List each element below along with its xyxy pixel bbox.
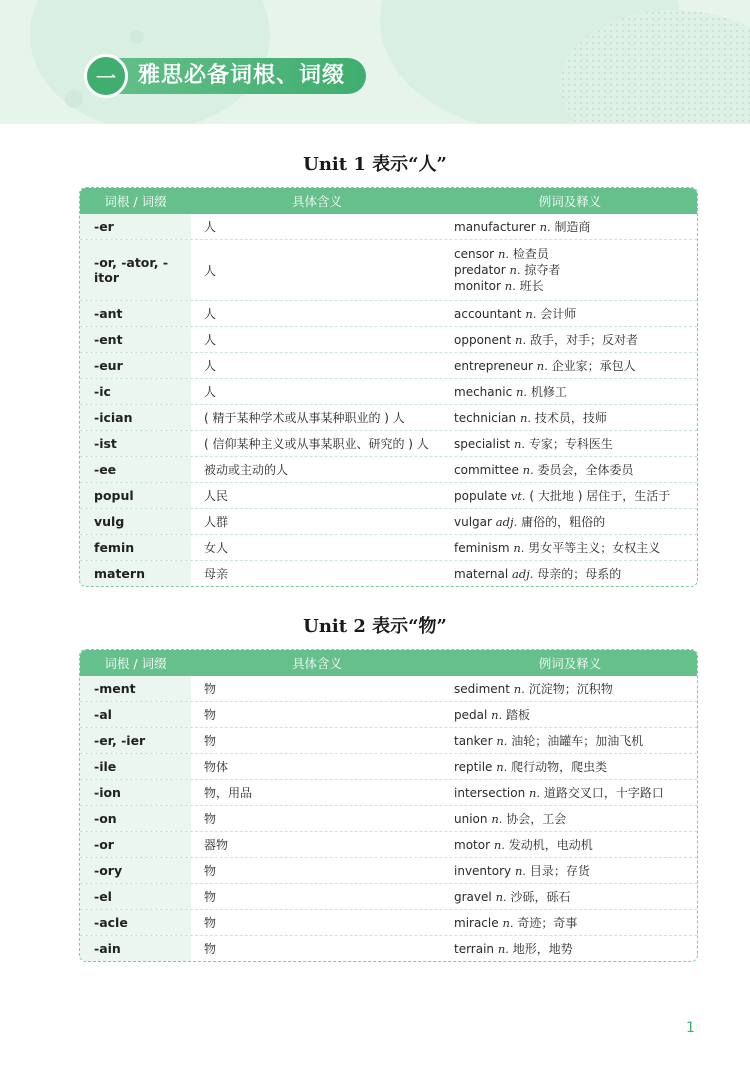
example-word: opponent [454,333,512,347]
example-definition: 目录；存货 [529,864,590,878]
example-definition: 检查员 [512,247,549,261]
example-line [454,278,560,294]
example-line [454,810,566,827]
example-line [454,487,670,504]
example-definition: 庸俗的，粗俗的 [521,515,606,529]
example-word: mechanic [454,385,513,399]
unit-2-title: Unit 2 表示“物” [303,616,447,637]
table-row [80,378,697,404]
example-line [454,914,577,931]
root-cell: -or, -ator, -itor [80,240,191,300]
example-line [454,357,636,374]
meaning-cell: 人 [204,359,217,373]
example-definition: 道路交叉口，十字路口 [543,786,664,800]
example-line [454,218,590,235]
table-row [80,482,697,508]
part-of-speech: n. [493,838,505,852]
root-cell: -ist [80,431,191,456]
decor-dot [65,90,83,108]
example-definition: 沉淀物；沉积物 [528,682,613,696]
example-line [454,680,613,697]
part-of-speech: n. [497,247,510,261]
header-meaning: 具体含义 [291,194,342,209]
root-cell: -al [80,702,191,727]
table-row [80,214,697,239]
root-cell: -ain [80,936,191,961]
example-line [454,331,638,348]
example-word: maternal [454,567,509,581]
example-definition: 企业家；承包人 [551,359,636,373]
example-word: terrain [454,942,495,956]
root-cell: matern [80,561,191,586]
header-root: 词根 / 词缀 [104,194,167,209]
root-cell: -ician [80,405,191,430]
meaning-cell: 物 [204,708,217,722]
table-row [80,534,697,560]
table-row [80,326,697,352]
example-definition: 专家；专科医生 [528,437,613,451]
example-word: monitor [454,279,501,293]
page-number: 1 [686,1020,695,1036]
part-of-speech: n. [491,812,503,826]
part-of-speech: n. [519,411,532,425]
example-word: intersection [454,786,526,800]
example-definition: 机修工 [530,385,567,399]
example-line [454,409,607,426]
root-cell: -ant [80,301,191,326]
table-row [80,239,697,300]
root-cell: femin [80,535,191,560]
example-cell [443,405,697,430]
example-line [454,784,664,801]
table-row [80,508,697,534]
example-word: technician [454,411,517,425]
meaning-cell: 物 [204,890,217,904]
table-header [80,188,697,214]
example-cell [443,676,697,701]
example-definition: 沙砾，砾石 [510,890,571,904]
meaning-cell: 物体 [204,760,229,774]
meaning-cell: 人 [204,263,217,278]
root-cell: -ent [80,327,191,352]
example-cell [443,936,697,961]
example-cell [443,240,697,300]
example-definition: 敌手，对手；反对者 [529,333,638,347]
table-row [80,430,697,456]
meaning-cell: ( 信仰某种主义或从事某职业、研究的 ) 人 [204,437,429,451]
table-row [80,300,697,326]
example-cell [443,431,697,456]
example-definition: 爬行动物，爬虫类 [511,760,608,774]
example-cell [443,327,697,352]
meaning-cell: 物 [204,812,217,826]
example-line [454,383,567,400]
example-cell [443,728,697,753]
meaning-cell: 母亲 [204,567,229,581]
root-cell: -ee [80,457,191,482]
meaning-cell: 物 [204,682,217,696]
example-definition: 掠夺者 [524,263,561,277]
meaning-cell: 人民 [204,489,229,503]
example-word: censor [454,247,495,261]
header-meaning: 具体含义 [291,656,342,671]
example-word: specialist [454,437,511,451]
example-cell [443,535,697,560]
table-body [80,214,697,586]
part-of-speech: n. [509,263,521,277]
example-line [454,305,576,322]
table-row [80,883,697,909]
part-of-speech: n. [502,916,514,930]
example-word: predator [454,263,506,277]
example-definition: 会计师 [540,307,577,321]
root-cell: vulg [80,509,191,534]
example-cell [443,379,697,404]
example-word: inventory [454,864,512,878]
example-line [454,565,621,582]
example-definition: 技术员，技师 [534,411,607,425]
part-of-speech: n. [495,890,507,904]
example-cell [443,806,697,831]
example-cell [443,858,697,883]
table-row [80,404,697,430]
meaning-cell: 物，用品 [204,786,253,800]
part-of-speech: n. [497,942,509,956]
example-cell [443,910,697,935]
table-row [80,909,697,935]
part-of-speech: n. [516,385,528,399]
example-line [454,888,570,905]
example-cell [443,780,697,805]
example-definition: 班长 [519,279,544,293]
root-cell: -ment [80,676,191,701]
example-word: vulgar [454,515,492,529]
example-word: pedal [454,708,488,722]
table-row [80,456,697,482]
meaning-cell: 物 [204,942,217,956]
section-title: 雅思必备词根、词缀 [138,63,346,88]
table-row [80,560,697,586]
example-definition: 奇迹；奇事 [517,916,578,930]
table-row [80,805,697,831]
meaning-cell: 物 [204,864,217,878]
table-row [80,857,697,883]
example-line [454,539,660,556]
root-cell: -or [80,832,191,857]
example-word: tanker [454,734,493,748]
root-cell: -acle [80,910,191,935]
part-of-speech: n. [525,307,537,321]
root-cell: -ion [80,780,191,805]
part-of-speech: n. [514,864,527,878]
example-line [454,513,605,530]
part-of-speech: n. [513,541,525,555]
root-cell: -ile [80,754,191,779]
example-cell [443,301,697,326]
header-examples: 例词及释义 [538,194,602,209]
example-cell [443,702,697,727]
example-cell [443,561,697,586]
part-of-speech: adj. [511,567,534,581]
example-cell [443,483,697,508]
example-word: union [454,812,488,826]
example-line [454,461,634,478]
example-definition: 发动机，电动机 [508,838,593,852]
unit-2-table [79,649,698,962]
section-number-badge: 一 [84,54,128,98]
table-row [80,701,697,727]
example-line [454,435,613,452]
table-row [80,831,697,857]
example-line [454,862,590,879]
part-of-speech: n. [513,682,525,696]
root-cell: -er [80,214,191,239]
root-cell: popul [80,483,191,508]
decor-dot [130,30,144,44]
meaning-cell: 器物 [204,838,229,852]
example-definition: 地形，地势 [512,942,573,956]
example-cell [443,353,697,378]
example-line [454,940,573,957]
part-of-speech: n. [536,359,548,373]
part-of-speech: n. [496,760,508,774]
table-row [80,935,697,961]
meaning-cell: 人 [204,220,217,234]
part-of-speech: n. [522,463,534,477]
part-of-speech: n. [496,734,508,748]
example-cell [443,832,697,857]
meaning-cell: 人 [204,307,217,321]
header-examples: 例词及释义 [538,656,602,671]
example-definition: 踏板 [506,708,531,722]
table-body [80,676,697,961]
example-word: gravel [454,890,492,904]
example-definition: ( 大批地 ) 居住于，生活于 [529,489,671,503]
root-cell: -er, -ier [80,728,191,753]
example-line [454,836,593,853]
part-of-speech: n. [491,708,503,722]
part-of-speech: n. [514,437,526,451]
meaning-cell: 人群 [204,515,229,529]
example-word: reptile [454,760,493,774]
example-line [454,732,643,749]
example-word: entrepreneur [454,359,533,373]
example-word: populate [454,489,507,503]
part-of-speech: vt. [510,489,526,503]
example-cell [443,214,697,239]
table-row [80,676,697,701]
page-header [0,0,750,124]
root-cell: -el [80,884,191,909]
example-cell [443,754,697,779]
example-line [454,706,530,723]
example-cell [443,884,697,909]
meaning-cell: 人 [204,385,217,399]
example-definition: 母亲的；母系的 [537,567,622,581]
example-definition: 油轮；油罐车；加油飞机 [511,734,644,748]
example-cell [443,509,697,534]
root-cell: -ory [80,858,191,883]
example-word: miracle [454,916,499,930]
table-row [80,352,697,378]
meaning-cell: 人 [204,333,217,347]
example-word: feminism [454,541,510,555]
example-definition: 协会，工会 [506,812,567,826]
example-line [454,246,560,262]
example-definition: 制造商 [554,220,591,234]
unit-1-title: Unit 1 表示“人” [303,154,447,175]
table-row [80,727,697,753]
example-definition: 男女平等主义；女权主义 [528,541,661,555]
part-of-speech: n. [515,333,527,347]
example-definition: 委员会，全体委员 [537,463,634,477]
example-word: motor [454,838,491,852]
meaning-cell: 被动或主动的人 [204,463,289,477]
root-cell: -on [80,806,191,831]
root-cell: -eur [80,353,191,378]
unit-1-table [79,187,698,587]
table-row [80,779,697,805]
example-word: committee [454,463,519,477]
example-line [454,262,560,278]
example-cell [443,457,697,482]
table-row [80,753,697,779]
meaning-cell: 女人 [204,541,229,555]
example-word: accountant [454,307,522,321]
meaning-cell: 物 [204,734,217,748]
example-word: sediment [454,682,510,696]
part-of-speech: adj. [495,515,518,529]
header-root: 词根 / 词缀 [104,656,167,671]
meaning-cell: 物 [204,916,217,930]
example-line [454,758,607,775]
root-cell: -ic [80,379,191,404]
part-of-speech: n. [529,786,541,800]
meaning-cell: ( 精于某种学术或从事某种职业的 ) 人 [204,411,405,425]
part-of-speech: n. [504,279,516,293]
part-of-speech: n. [539,220,551,234]
example-word: manufacturer [454,220,536,234]
table-header [80,650,697,676]
